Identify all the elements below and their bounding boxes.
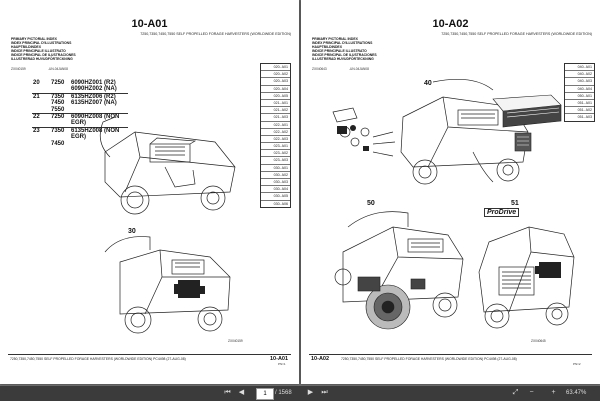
connector-module-illustration: [489, 93, 567, 153]
model-number: 7350: [50, 93, 70, 100]
figure-number: 20: [33, 80, 40, 86]
index-title: INDICE PRINCIPAL DE ILUSTRACIONES: [312, 53, 377, 57]
figure-number: 21: [32, 93, 50, 100]
model-number: 7550: [51, 106, 65, 113]
section-code-link[interactable]: 030- A02: [261, 172, 290, 179]
section-code-link[interactable]: 051- A01: [565, 100, 594, 107]
section-code-link[interactable]: 040- A01: [565, 64, 594, 71]
section-code-link[interactable]: 040- A03: [565, 78, 594, 85]
engine-part: 6135HZ008 (NON EGR): [70, 127, 128, 140]
figure-number: 22: [32, 114, 50, 128]
footer-page-number: PN=1: [278, 362, 286, 366]
figure-label: 40: [424, 80, 432, 87]
index-title: INDICE PRINCIPALE ILLUSTRATO: [312, 49, 367, 53]
image-reference-date: -UN-04JAN08: [48, 67, 68, 71]
section-code-link[interactable]: 051- A03: [577, 115, 592, 120]
image-reference: ZX040645: [531, 339, 546, 343]
table-row: [32, 86, 128, 93]
engine-part: 6090HZ001 (R2): [71, 80, 116, 86]
footer-page-code: 10-A01: [270, 356, 289, 362]
section-code-link[interactable]: 020- A05: [261, 93, 290, 100]
index-title: INDICE PRINCIPALE ILLUSTRATO: [11, 49, 66, 53]
page-subtitle: 7250,7350,7450,7550 SELF PROPELLED FORAGE HARVESTERS (WORLDWIDE EDITION): [441, 32, 592, 36]
section-code-link[interactable]: 022- A01: [261, 122, 290, 129]
harvester-engine-illustration: [95, 112, 245, 222]
footer-page-code: 10-A02: [311, 356, 330, 362]
footer-page-number: PN=2: [573, 362, 581, 366]
prodrive-harvester-illustration: [469, 212, 581, 336]
image-reference: ZX040159: [11, 67, 26, 71]
section-code-link[interactable]: 020- A03: [261, 78, 290, 85]
footer-text: 7250,7350,7450,7550 SELF PROPELLED FORAGE HARVESTERS (WORLDWIDE EDITION) PC4498 (27-AUG-08): [10, 357, 186, 361]
footer-text: 7250,7350,7450,7550 SELF PROPELLED FORAGE HARVESTERS (WORLDWIDE EDITION) PC4498 (27-AUG-08): [341, 357, 517, 361]
index-title: INDICE PRINCIPAL DE ILUSTRACIONES: [11, 53, 76, 57]
section-code-link[interactable]: 040- A04: [565, 86, 594, 93]
section-code-link[interactable]: 021- A01: [261, 100, 290, 107]
engine-part: 6135HZ007 (NA): [71, 100, 117, 107]
section-code-link[interactable]: 030- A04: [261, 186, 290, 193]
image-reference: ZX040159: [228, 339, 243, 343]
index-title-languages: [312, 37, 377, 61]
section-code-link[interactable]: 021- A03: [261, 114, 290, 121]
page-subtitle: 7250,7350,7450,7550 SELF PROPELLED FORAGE HARVESTERS (WORLDWIDE EDITION): [140, 32, 291, 36]
drivetrain-illustration: [313, 207, 473, 337]
document-page-right: [301, 0, 600, 384]
page-title: 10-A01: [131, 18, 168, 30]
zoom-in-icon[interactable]: +: [551, 389, 556, 396]
figure-number: 23: [32, 127, 50, 140]
section-code-link[interactable]: 050- A01: [565, 93, 594, 100]
page-number-input[interactable]: 1: [256, 388, 274, 400]
footer-divider: [309, 354, 592, 355]
image-reference-date: -UN-04JAN08: [349, 67, 369, 71]
section-code-link[interactable]: 030- A06: [273, 201, 288, 206]
index-title: HAUPTBILDINDEX: [312, 45, 342, 49]
prev-page-icon[interactable]: ◀: [238, 389, 245, 396]
section-code-link[interactable]: 030- A03: [261, 179, 290, 186]
pdf-viewer-toolbar: [0, 386, 600, 401]
page-count: / 1568: [275, 390, 292, 396]
section-code-link[interactable]: 051- A02: [565, 107, 594, 114]
section-code-link[interactable]: 022- A03: [261, 136, 290, 143]
section-code-link[interactable]: 023- A02: [261, 150, 290, 157]
index-title: ILLUSTRERAD HUVUDFÖRTECKNING: [312, 57, 374, 61]
model-number: 7450: [51, 100, 65, 107]
figure-label: 51: [511, 200, 519, 207]
model-number: 7250: [51, 80, 65, 86]
engine-part: 6090HZ002 (NA): [71, 86, 117, 93]
figure-label: 50: [367, 200, 375, 207]
section-code-link[interactable]: 020- A04: [261, 86, 290, 93]
model-number: 7450: [51, 140, 65, 147]
document-page-left: [0, 0, 299, 384]
model-number: 7350: [50, 127, 70, 140]
index-title: PRIMARY PICTORIAL INDEX: [312, 37, 358, 41]
section-code-link[interactable]: 022- A02: [261, 129, 290, 136]
next-page-icon[interactable]: ▶: [307, 389, 314, 396]
section-code-link[interactable]: 020- A01: [261, 64, 290, 71]
index-title: PRIMARY PICTORIAL INDEX: [11, 37, 57, 41]
section-code-link[interactable]: 030- A05: [261, 193, 290, 200]
harvester-cab-illustration: [100, 232, 240, 342]
section-code-link[interactable]: 021- A02: [261, 107, 290, 114]
first-page-icon[interactable]: ⏮: [224, 389, 231, 396]
engine-part: 6135HZ006 (R2): [70, 93, 128, 100]
section-code-list: [260, 63, 291, 208]
engine-part: 6090HZ008 (NON EGR): [70, 114, 128, 128]
index-title: INDEX PRINCIPAL D'ILLUSTRATIONS: [11, 41, 72, 45]
index-title: INDEX PRINCIPAL D'ILLUSTRATIONS: [312, 41, 373, 45]
fit-page-icon[interactable]: ⤢: [512, 389, 519, 396]
section-code-list: [564, 63, 595, 122]
section-code-link[interactable]: 040- A02: [565, 71, 594, 78]
footer-divider: [8, 354, 291, 355]
index-title: ILLUSTRERAD HUVUDFÖRTECKNING: [11, 57, 73, 61]
section-code-link[interactable]: 020- A02: [261, 71, 290, 78]
section-code-link[interactable]: 023- A01: [261, 143, 290, 150]
last-page-icon[interactable]: ⏭: [321, 389, 328, 396]
zoom-level[interactable]: 63.47%: [566, 390, 587, 396]
figure-label: 30: [128, 228, 136, 235]
section-code-link[interactable]: 030- A01: [261, 165, 290, 172]
prodrive-label: ProDrive: [484, 208, 519, 217]
image-reference: ZX040643: [312, 67, 327, 71]
index-title-languages: [11, 37, 76, 61]
section-code-link[interactable]: 023- A03: [261, 157, 290, 164]
model-number: 7250: [50, 114, 70, 128]
table-row: [32, 93, 128, 100]
index-title: HAUPTBILDINDEX: [11, 45, 41, 49]
page-title: 10-A02: [432, 18, 469, 30]
zoom-out-icon[interactable]: −: [529, 389, 534, 396]
